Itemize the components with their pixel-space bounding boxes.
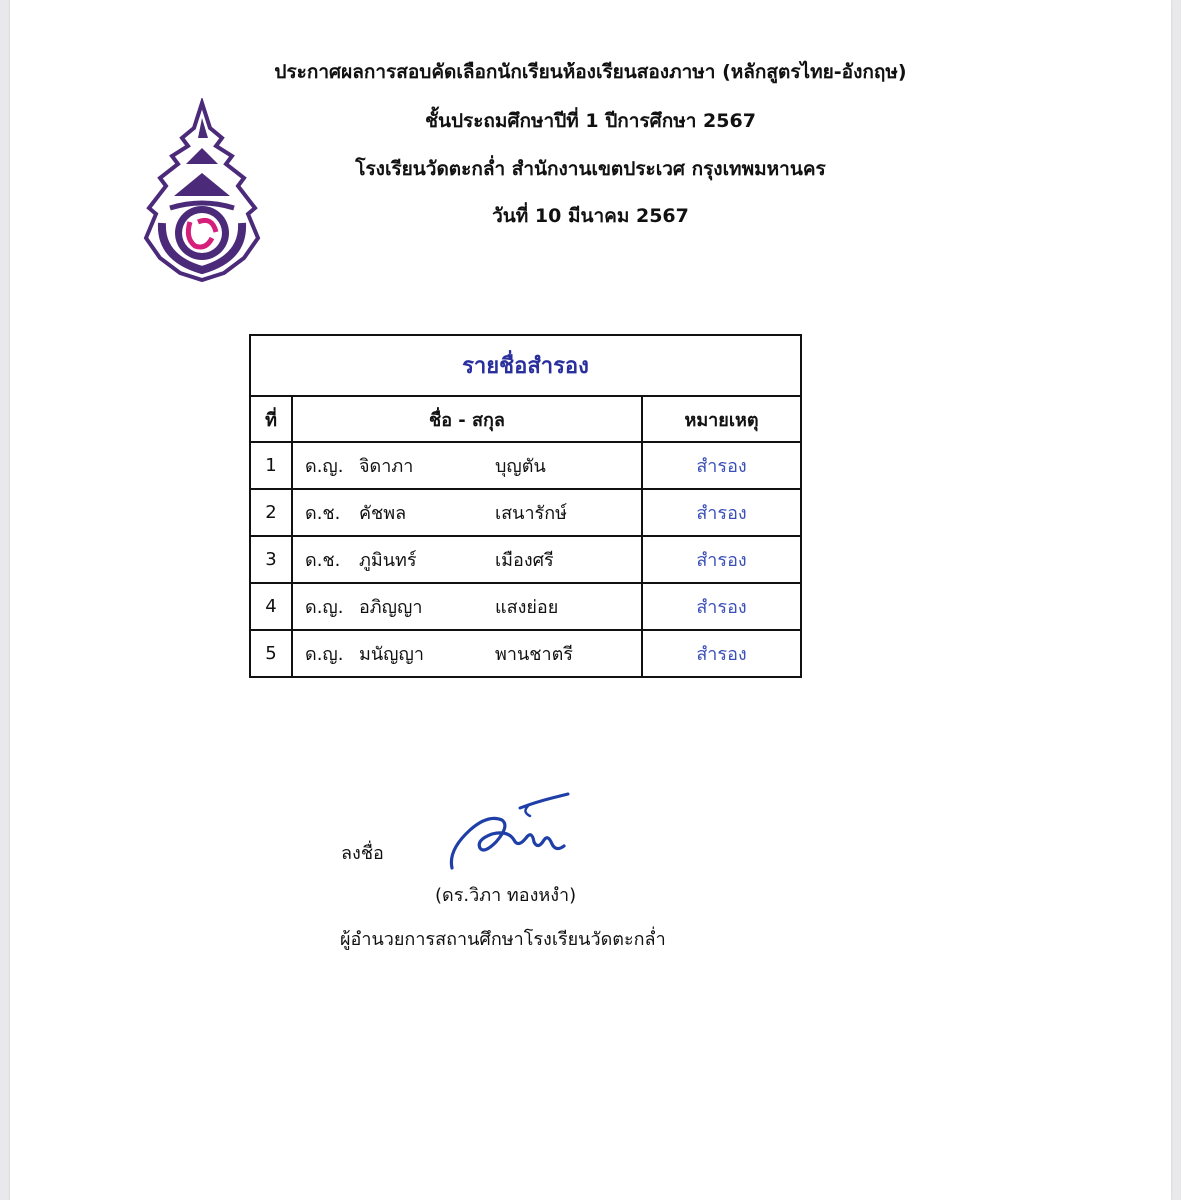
row-number: 5 [250,630,292,677]
student-name-cell [292,489,642,536]
first-name: จิดาภา [359,456,414,477]
table-row [250,630,801,677]
note-cell: สำรอง [642,489,801,536]
note-cell: สำรอง [642,536,801,583]
name-prefix: ด.ญ. [305,597,344,618]
last-name: พานชาตรี [495,644,573,665]
grade-year-line: ชั้นประถมศึกษาปีที่ 1 ปีการศึกษา 2567 [425,110,756,132]
document-page [10,0,1171,1200]
handwritten-signature [440,790,580,880]
first-name: ภูมินทร์ [359,550,417,571]
table-row [250,536,801,583]
column-header-number: ที่ [250,396,292,442]
table-title: รายชื่อสำรอง [250,335,801,396]
name-prefix: ด.ช. [305,550,341,571]
signer-name: (ดร.วิภา ทองหงำ) [435,885,577,906]
row-number: 2 [250,489,292,536]
row-number: 4 [250,583,292,630]
first-name: มนัญญา [359,644,424,665]
last-name: แสงย่อย [495,597,559,618]
sign-label: ลงชื่อ [341,843,384,864]
table-row [250,489,801,536]
note-cell: สำรอง [642,583,801,630]
last-name: บุญตัน [495,456,546,477]
school-crest-icon [140,98,265,283]
student-name-cell [292,442,642,489]
name-prefix: ด.ช. [305,503,341,524]
row-number: 1 [250,442,292,489]
column-header-name: ชื่อ - สกุล [292,396,642,442]
first-name: คัชพล [359,503,407,524]
name-prefix: ด.ญ. [305,456,344,477]
first-name: อภิญญา [359,597,423,618]
table-row [250,442,801,489]
column-header-note: หมายเหตุ [642,396,801,442]
signer-title: ผู้อำนวยการสถานศึกษาโรงเรียนวัดตะกล่ำ [340,929,666,950]
reserve-list-table [249,334,802,678]
student-name-cell [292,536,642,583]
date-line: วันที่ 10 มีนาคม 2567 [492,205,689,227]
note-cell: สำรอง [642,442,801,489]
name-prefix: ด.ญ. [305,644,344,665]
row-number: 3 [250,536,292,583]
last-name: เสนารักษ์ [495,503,567,524]
student-name-cell [292,583,642,630]
table-header-row [250,396,801,442]
table-row [250,583,801,630]
note-cell: สำรอง [642,630,801,677]
school-line: โรงเรียนวัดตะกล่ำ สำนักงานเขตประเวศ กรุงเทพมหานคร [355,158,826,180]
last-name: เมืองศรี [495,550,554,571]
student-name-cell [292,630,642,677]
announcement-title: ประกาศผลการสอบคัดเลือกนักเรียนห้องเรียนสองภาษา (หลักสูตรไทย-อังกฤษ) [274,61,907,83]
